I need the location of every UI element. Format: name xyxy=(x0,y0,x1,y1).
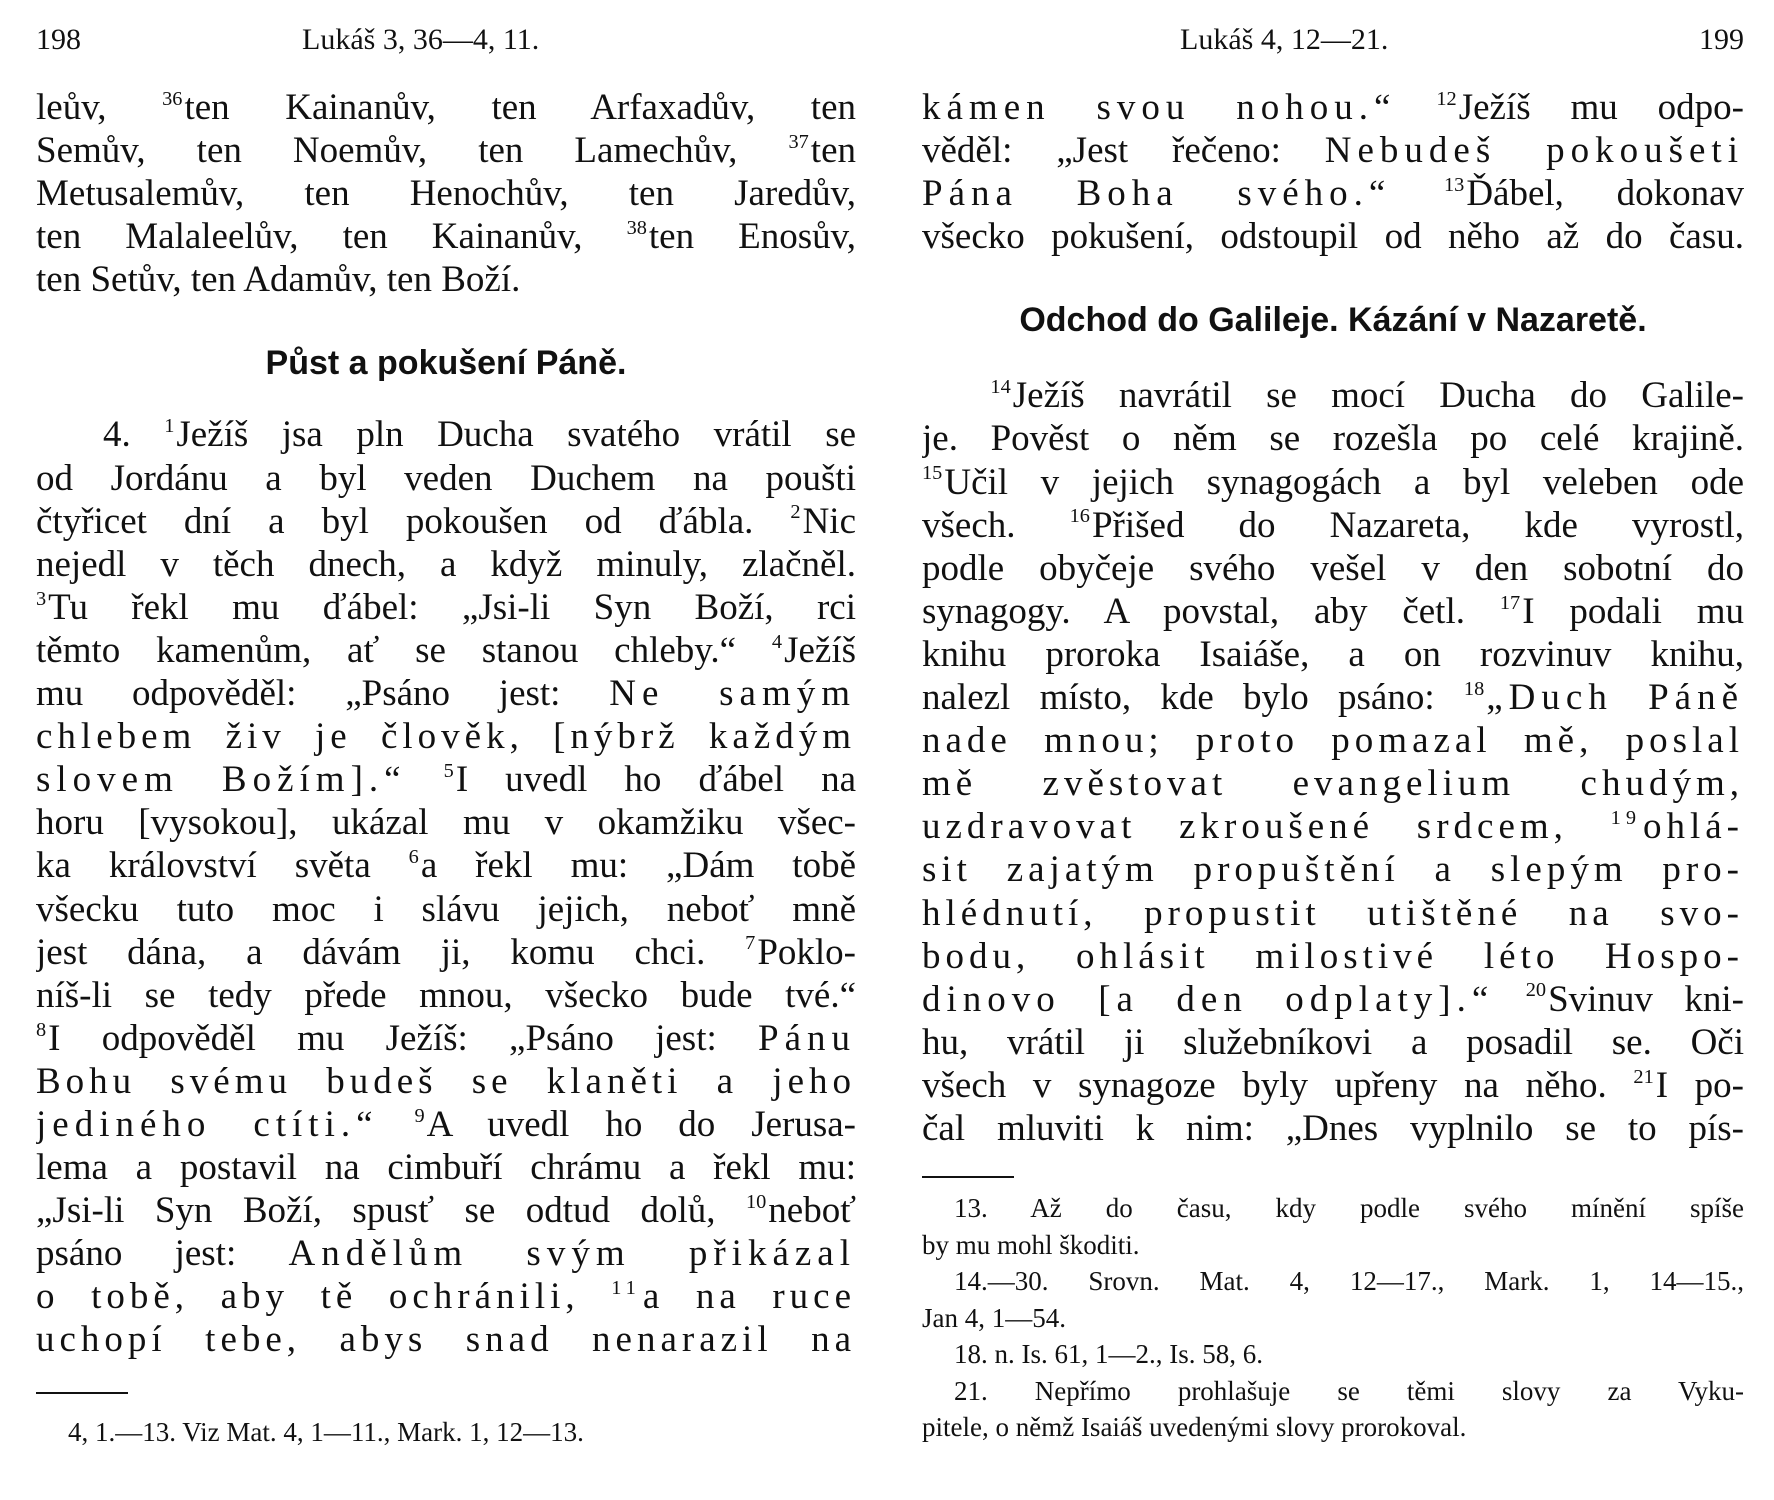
text-line: chlebem živ je člověk, [nýbrž každým xyxy=(36,716,856,758)
text-line: jediného ctíti.“ $^9$A uvedl ho do Jerusa- xyxy=(36,1103,856,1145)
text-line: věděl: „Jest řečeno: Nebudeš pokoušeti xyxy=(922,130,1744,172)
footnote: 4, 1.—13. Viz Mat. 4, 1—11., Mark. 1, 12—13. xyxy=(68,1416,584,1447)
footnote: 13. Až do času, kdy podle svého mínění spíše xyxy=(954,1193,1744,1224)
text-line: o tobě, aby tě ochránili, $^{11}$a na ruce xyxy=(36,1276,856,1318)
text-line: všech v synagoze byly upřeny na něho. $^{21}$I po- xyxy=(922,1064,1744,1106)
verse-number: 8 xyxy=(36,1018,47,1041)
text-line: lema a postavil na cimbuří chrámu a řekl mu: xyxy=(36,1147,856,1189)
text-line: je. Pověst o něm se rozešla po celé krajině. xyxy=(922,418,1744,460)
text-line: $^8$I odpověděl mu Ježíš: „Psáno jest: Pánu xyxy=(36,1017,856,1059)
right-column-text xyxy=(922,86,1744,1446)
text-line: Bohu svému budeš se klaněti a jeho xyxy=(36,1060,856,1102)
text-line: $^{14}$Ježíš navrátil se mocí Ducha do Galile- xyxy=(990,375,1744,417)
text-line: knihu proroka Isaiáše, a on rozvinuv knihu, xyxy=(922,633,1744,675)
text-line: podle obyčeje svého vešel v den sobotní do xyxy=(922,547,1744,589)
verse-number: 20 xyxy=(1525,979,1547,1002)
text-line: Metusalemův, ten Henochův, ten Jaredův, xyxy=(36,173,856,215)
text-line: $^{15}$Učil v jejich synagogách a byl veleben ode xyxy=(922,461,1744,503)
text-line: horu [vysokou], ukázal mu v okamžiku všec- xyxy=(36,802,856,844)
text-line: $^3$Tu řekl mu ďábel: „Jsi-li Syn Boží, rci xyxy=(36,586,856,628)
text-line: všech. $^{16}$Přišed do Nazareta, kde vyrostl, xyxy=(922,504,1744,546)
text-line: dinovo [a den odplaty].“ $^{20}$Svinuv kni- xyxy=(922,978,1744,1020)
right-running-title: Lukáš 4, 12—21. xyxy=(1180,23,1389,56)
text-line: níš-li se tedy přede mnou, všecko bude tvé.“ xyxy=(36,974,856,1016)
text-line: nejedl v těch dnech, a když minuly, zlačněl. xyxy=(36,543,856,585)
verse-number: 6 xyxy=(408,846,419,869)
verse-number: 16 xyxy=(1069,505,1090,528)
text-line: uzdravovat zkroušené srdcem, $^{19}$ohlá- xyxy=(922,806,1744,848)
text-line: leův, $^{36}$ten Kainanův, ten Arfaxadův, ten xyxy=(36,87,856,128)
verse-number: 12 xyxy=(1436,87,1457,110)
text-line: čtyřicet dní a byl pokoušen od ďábla. $^2$Nic xyxy=(36,500,856,542)
text-line: psáno jest: Andělům svým přikázal xyxy=(36,1233,856,1275)
left-page-number: 198 xyxy=(36,23,81,56)
verse-number: 1 xyxy=(164,415,175,438)
text-line: Pána Boha svého.“ $^{13}$Ďábel, dokonav xyxy=(922,173,1744,215)
verse-number: 37 xyxy=(788,130,809,153)
footnote: 14.—30. Srovn. Mat. 4, 12—17., Mark. 1, 14—15., xyxy=(954,1266,1744,1297)
verse-number: 5 xyxy=(443,759,454,782)
text-line: čal mluviti k nim: „Dnes vyplnilo se to pís- xyxy=(922,1107,1744,1149)
verse-number: 36 xyxy=(162,87,183,110)
text-line: kámen svou nohou.“ $^{12}$Ježíš mu odpo- xyxy=(922,87,1744,128)
footnote-divider xyxy=(36,1392,128,1394)
verse-number: 13 xyxy=(1443,173,1465,196)
text-line: ten Malaleelův, ten Kainanův, $^{38}$ten Enosův, xyxy=(36,216,856,258)
verse-number: 3 xyxy=(36,587,47,610)
text-line: ka království světa $^6$a řekl mu: „Dám tobě xyxy=(36,845,856,887)
verse-number: 21 xyxy=(1633,1065,1654,1088)
footnote: 21. Nepřímo prohlašuje se těmi slovy za Vyku- xyxy=(954,1375,1744,1406)
verse-number: 4 xyxy=(771,630,783,653)
verse-number: 11 xyxy=(611,1277,641,1300)
verse-number: 38 xyxy=(626,217,647,240)
left-running-title: Lukáš 3, 36—4, 11. xyxy=(302,23,540,56)
right-page xyxy=(887,0,1774,1500)
verse-number: 19 xyxy=(1610,807,1641,830)
verse-number: 15 xyxy=(922,462,943,485)
footnote-divider xyxy=(922,1176,1014,1178)
verse-number: 2 xyxy=(790,501,801,524)
section-heading: Půst a pokušení Páně. xyxy=(265,344,627,383)
text-line: ten Setův, ten Adamův, ten Boží. xyxy=(36,259,521,301)
footnote: pitele, o němž Isaiáš uvedenými slovy prorokoval. xyxy=(922,1412,1467,1443)
left-running-head xyxy=(36,20,856,60)
footnote: Jan 4, 1—54. xyxy=(922,1302,1066,1333)
text-line: slovem Božím].“ $^5$I uvedl ho ďábel na xyxy=(36,759,856,801)
section-heading: Odchod do Galileje. Kázání v Nazaretě. xyxy=(1019,301,1647,340)
text-line: nade mnou; proto pomazal mě, poslal xyxy=(922,720,1744,762)
text-line: hlédnutí, propustit utištěné na svo- xyxy=(922,892,1744,934)
text-line: těmto kamenům, ať se stanou chleby.“ $^4$Ježíš xyxy=(36,629,856,671)
text-line: „Jsi-li Syn Boží, spusť se odtud dolů, $^{10}$neboť xyxy=(36,1190,856,1232)
verse-number: 10 xyxy=(745,1190,767,1213)
text-line: jest dána, a dávám ji, komu chci. $^7$Poklo- xyxy=(36,931,856,973)
text-line: bodu, ohlásit milostivé léto Hospo- xyxy=(922,935,1744,977)
footnote: 18. n. Is. 61, 1—2., Is. 58, 6. xyxy=(954,1339,1263,1370)
text-line: sit zajatým propuštění a slepým pro- xyxy=(922,849,1744,891)
verse-number: 17 xyxy=(1499,591,1521,614)
text-line: hu, vrátil ji služebníkovi a posadil se. Oči xyxy=(922,1021,1744,1063)
text-line: 4. $^1$Ježíš jsa pln Ducha svatého vrátil se xyxy=(102,414,856,456)
text-line: mu odpověděl: „Psáno jest: Ne samým xyxy=(36,673,856,715)
left-column-text xyxy=(36,86,856,1450)
verse-number: 18 xyxy=(1463,677,1485,700)
right-page-number: 199 xyxy=(1699,23,1744,56)
chapter-number: 4. xyxy=(102,414,131,456)
verse-number: 7 xyxy=(745,932,756,955)
text-line: od Jordánu a byl veden Duchem na poušti xyxy=(36,457,856,499)
verse-number: 9 xyxy=(414,1104,425,1127)
text-line: Semův, ten Noemův, ten Lamechův, $^{37}$ten xyxy=(36,130,856,172)
text-line: uchopí tebe, abys snad nenarazil na xyxy=(36,1319,856,1361)
text-line: mě zvěstovat evangelium chudým, xyxy=(922,763,1744,805)
text-line: všecko pokušení, odstoupil od něho až do času. xyxy=(922,216,1744,258)
text-line: všecku tuto moc i slávu jejich, neboť mně xyxy=(36,888,856,930)
text-line: synagogy. A povstal, aby četl. $^{17}$I podali mu xyxy=(922,590,1744,632)
verse-number: 14 xyxy=(990,376,1011,399)
text-line: nalezl místo, kde bylo psáno: $^{18}$„Duch Páně xyxy=(922,677,1744,719)
footnote: by mu mohl škoditi. xyxy=(922,1229,1140,1260)
right-running-head xyxy=(922,20,1744,60)
